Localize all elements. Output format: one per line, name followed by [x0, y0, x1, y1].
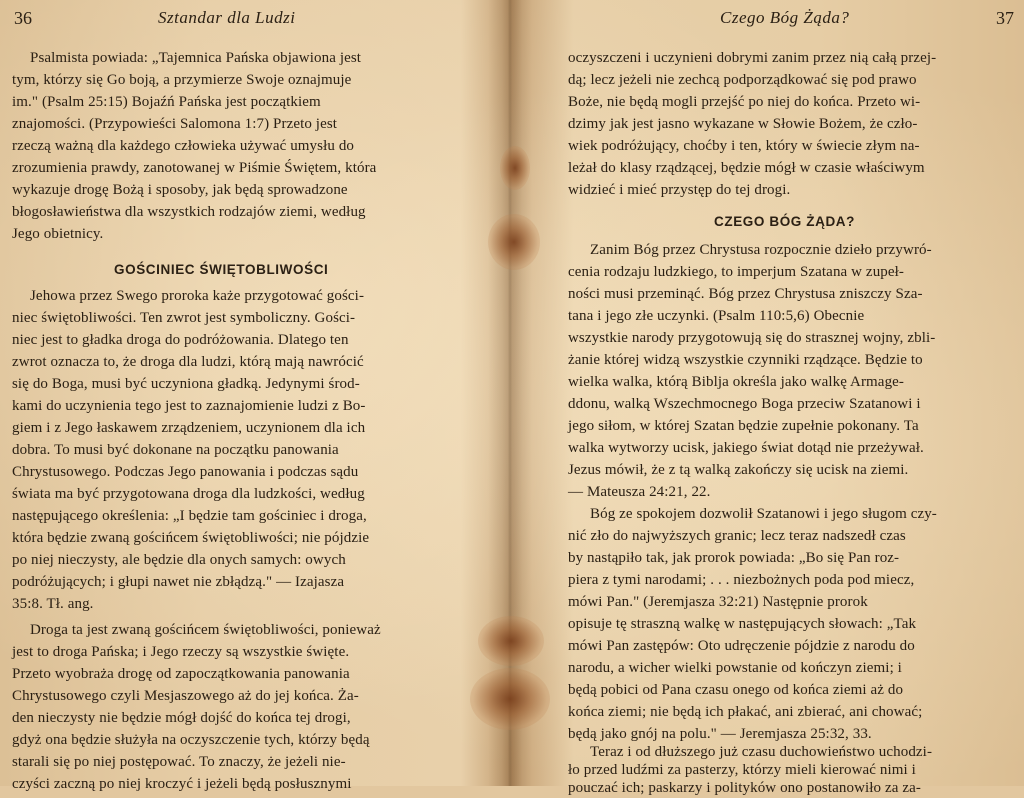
- text-line: walka wytworzy ucisk, jakiego świat dotąd nie przeżywał.: [568, 440, 924, 456]
- text-line: jest to droga Pańska; i Jego rzeczy są wszystkie święte.: [12, 644, 350, 660]
- text-line: będą jako gnój na polu." — Jeremjasza 25:32, 33.: [568, 726, 872, 742]
- stain-mark: [488, 214, 540, 270]
- text-line: się do Boga, musi być uczyniona gładką. Jedynymi środ-: [12, 376, 360, 392]
- page-number: 37: [996, 8, 1014, 28]
- text-line: widzieć i mieć przystęp do tej drogi.: [568, 182, 791, 198]
- text-line: zrozumienia prawdy, zanotowanej w Piśmie Świętem, która: [12, 160, 377, 176]
- text-line: będą pobici od Pana czasu onego od końca ziemi aż do: [568, 682, 904, 698]
- text-line: piera z tymi narodami; . . . niezbożnych poda pod miecz,: [568, 572, 915, 588]
- text-line: wszystkie narody przygotowują się do strasznej wojny, zbli-: [568, 330, 936, 346]
- text-line: niec świętobliwości. Ten zwrot jest symboliczny. Gości-: [12, 310, 356, 326]
- text-line: Jego obietnicy.: [12, 226, 104, 242]
- section-heading: CZEGO BÓG ŻĄDA?: [714, 214, 855, 229]
- text-line: czyści zaczną po niej kroczyć i jeżeli będą posłusznymi: [12, 776, 352, 792]
- text-line: błogosławieństwa dla wszystkich rodzajów ziemi, według: [12, 204, 366, 220]
- text-line: żanie której widzą wszystkie czynniki rządzące. Będzie to: [568, 352, 923, 368]
- stain-mark: [500, 146, 530, 190]
- text-line: tym, którzy się Go boją, a przymierze Swoje oznajmuje: [12, 72, 352, 88]
- running-title: Sztandar dla Ludzi: [158, 8, 296, 27]
- text-line: niec jest to gładka droga do podróżowania. Dlatego ten: [12, 332, 349, 348]
- text-line: wielka walka, którą Biblja określa jako walkę Armage-: [568, 374, 905, 390]
- text-line: Teraz i od dłuższego już czasu duchowieństwo uchodzi-: [590, 744, 933, 760]
- text-line: leżał do klasy rządzącej, będzie mógł w czasie właściwym: [568, 160, 925, 176]
- text-line: pouczać ich; paskarzy i polityków ono postanowiło za za-: [568, 780, 921, 796]
- text-line: dzimy jak jest jasno wykazane w Słowie Bożem, że czło-: [568, 116, 918, 132]
- text-line: — Mateusza 24:21, 22.: [568, 484, 711, 500]
- text-line: jego siłom, w której Szatan będzie zupełnie pokonany. Ta: [568, 418, 919, 434]
- text-line: zwrot oznacza to, że droga dla ludzi, którą mają nawrócić: [12, 354, 364, 370]
- text-line: świata ma być przygotowana droga dla ludzkości, według: [12, 486, 365, 502]
- text-line: Jehowa przez Swego proroka każe przygotować gości-: [30, 288, 365, 304]
- page-number: 36: [14, 8, 32, 28]
- text-line: starali się po niej postępować. To znaczy, że jeżeli nie-: [12, 754, 346, 770]
- text-line: Droga ta jest zwaną gościńcem świętobliwości, ponieważ: [30, 622, 381, 638]
- section-heading: GOŚCINIEC ŚWIĘTOBLIWOŚCI: [114, 262, 329, 277]
- text-line: po niej nieczysty, ale będzie dla onych samych: owych: [12, 552, 346, 568]
- text-line: narodu, a wicher wielki powstanie od kończyn ziemi; i: [568, 660, 902, 676]
- text-line: kami do uczynienia tego jest to zaznajomienie ludzi z Bo-: [12, 398, 366, 414]
- text-line: Boże, nie będą mogli przejść po niej do końca. Przeto wi-: [568, 94, 921, 110]
- text-line: im." (Psalm 25:15) Bojaźń Pańska jest początkiem: [12, 94, 321, 110]
- text-line: Jezus mówił, że z tą walką zakończy się ucisk na ziemi.: [568, 462, 909, 478]
- text-line: oczyszczeni i uczynieni dobrymi zanim przez nią całą przej-: [568, 50, 937, 66]
- text-line: wykazuje drogę Bożą i sposoby, jak będą sprowadzone: [12, 182, 348, 198]
- text-line: nić zło do najwyższych granic; lecz teraz nadszedł czas: [568, 528, 906, 544]
- text-line: Chrystusowego. Podczas Jego panowania i podczas sądu: [12, 464, 359, 480]
- text-line: podróżujących; i głupi nawet nie zbłądzą." — Izajasza: [12, 574, 345, 590]
- running-title: Czego Bóg Żąda?: [720, 8, 850, 27]
- text-line: mówi Pan." (Jeremjasza 32:21) Następnie prorok: [568, 594, 868, 610]
- text-line: znajomości. (Przypowieści Salomona 1:7) Przeto jest: [12, 116, 338, 132]
- text-line: gdyż ona będzie służyła na oczyszczenie tych, którzy będą: [12, 732, 370, 748]
- text-line: która będzie zwaną gościńcem świętobliwości; nie pójdzie: [12, 530, 370, 546]
- text-line: Psalmista powiada: „Tajemnica Pańska objawiona jest: [30, 50, 362, 66]
- text-line: następującego określenia: „I będzie tam gościniec i droga,: [12, 508, 367, 524]
- text-line: ddonu, walką Wszechmocnego Boga przeciw Szatanowi i: [568, 396, 921, 412]
- text-line: by nastąpiło tak, jak prorok powiada: „Bo się Pan roz-: [568, 550, 900, 566]
- text-line: tana i jego złe uczynki. (Psalm 110:5,6) Obecnie: [568, 308, 865, 324]
- text-line: Chrystusowego czyli Mesjaszowego aż do jej końca. Ża-: [12, 688, 359, 704]
- text-line: rzeczą ważną dla każdego człowieka używać umysłu do: [12, 138, 355, 154]
- text-line: cenia rodzaju ludzkiego, to imperjum Szatana w zupeł-: [568, 264, 905, 280]
- text-line: dobra. To musi być dokonane na początku panowania: [12, 442, 339, 458]
- text-line: giem i z Jego łaskawem zrządzeniem, uczynionem dla ich: [12, 420, 366, 436]
- text-line: Bóg ze spokojem dozwolił Szatanowi i jego sługom czy-: [590, 506, 937, 522]
- text-line: mówi Pan zastępów: Oto udręczenie pójdzie z narodu do: [568, 638, 915, 654]
- text-line: dą; lecz jeżeli nie zechcą podporządkować się pod prawo: [568, 72, 917, 88]
- stain-mark: [470, 668, 550, 730]
- text-line: Przeto wyobraża drogę od zapoczątkowania panowania: [12, 666, 350, 682]
- text-line: ło przed ludźmi za pasterzy, którzy mieli kierować nimi i: [568, 762, 916, 778]
- text-line: wiek podróżujący, choćby i ten, który w świecie złym na-: [568, 138, 920, 154]
- text-line: den nieczysty nie będzie mógł dojść do końca tej drogi,: [12, 710, 351, 726]
- text-line: ności musi przeminąć. Bóg przez Chrystusa zniszczy Sza-: [568, 286, 923, 302]
- text-line: 35:8. Tł. ang.: [12, 596, 94, 612]
- text-line: Zanim Bóg przez Chrystusa rozpocznie dzieło przywró-: [590, 242, 932, 258]
- stain-mark: [478, 616, 544, 666]
- text-line: końca ziemi; nie będą ich płakać, ani zbierać, ani chować;: [568, 704, 923, 720]
- text-line: opisuje tę straszną walkę w następujących słowach: „Tak: [568, 616, 917, 632]
